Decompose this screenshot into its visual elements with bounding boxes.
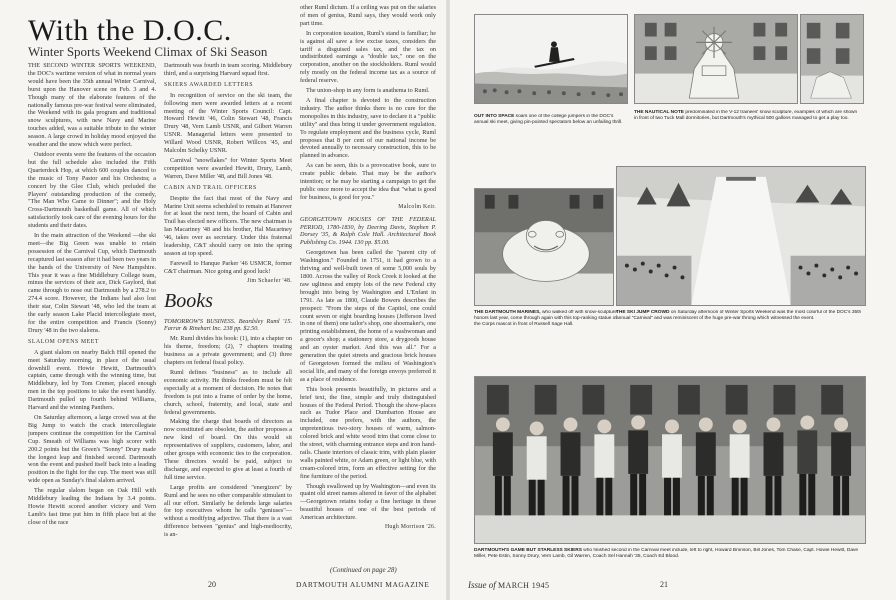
issue-prefix: Issue of <box>468 580 496 590</box>
paragraph: Dartmouth was fourth in team scoring. Middlebury third, and a surprising Harvard squad first. <box>164 62 292 77</box>
issue-date: MARCH 1945 <box>498 581 550 590</box>
caption-ski-team <box>474 548 866 560</box>
paragraph: Outdoor events were the features of the occasion but the full schedule also included the Fifth Quarterdeck Hop, at which 600 couples danced to the music of Tony Pastor and his Orchestra; a concert by the Glee Club, which preluded the Players' outstanding production of the comedy, "The Man Who Came to Dinner"; and the Holy Cross-Dartmouth basketball game. All of which satisfactorily took care of the evening hours for the students and their dates. <box>28 150 156 230</box>
photo-ski-jump-crowd <box>616 166 866 306</box>
paragraph: On Saturday afternoon, a large crowd was at the Big Jump to watch the crack intercollegiate jumpers continue the competition for the Carnival Cup. Smeath of Williams was high scorer with 200.2 points but the Green's "Sonny" Drury made the longest leap and finished second. Dartmouth won the event and pushed itself back into a leading position in the fight for the cup. The meet was still wide open as Sunday's final slalom arrived. <box>28 413 156 485</box>
text-column-2 <box>164 62 292 577</box>
caption-text: soars one of the college jumpers in the DOC's annual ski meet, giving pin-pointed spectators below an unfailing thrill. <box>474 114 623 125</box>
caption-text: predominated in the V-12 trainees' snow sculpture, examples of which are shown in front of two Tuck Mall dormitories, but Dartmouth's mythical 500 gallons managed to get a play too. <box>634 110 858 121</box>
paragraph: This book presents beautifully, in pictures and a brief text, the fine, simple and truly distinguished houses of the Federal Period. Though the show-places such as Tudor Place and Dumbarton House are included, one prefers, with the authors, the unpretentious two-story houses of warm, salmon-colored brick and white wood trim that come close to the street, with charming entrance steps and iron hand-rails. Chaste interiors of classic trim, with plain plaster walls painted white, or Adam green, or light blue, with cream-colored trim, form an effective setting for the fine furniture of the period. <box>300 385 436 480</box>
caption-lead: THE NAUTICAL NOTE <box>634 110 685 115</box>
paragraph: Despite the fact that most of the Navy and Marine Unit seems scheduled to remain at Hanover for at least the next term, the board of Cabin and Trail has elected new officers. The new chairman is Ian Macartney '48 and his brother, Hal Macartney '46, takes over as secretary. Under this fraternal leadership, C&T should carry on into the spring season at top speed. <box>164 194 292 257</box>
paragraph: Making the charge that boards of directors as now constituted are obsolete, the author proposes a new kind of board. On this would sit representatives of suppliers, customers, labor, and other groups with economic ties to the corporation. These directors would be paid, subject to discharge, and expected to give at least a fourth of full time service. <box>164 418 292 481</box>
paragraph: As can be seen, this is a provocative book, sure to create public debate. That may be the author's intention; or he may be starting a campaign to get the public once more to accept the idea that "what is good for business, is good for you." <box>300 162 436 201</box>
photo-nautical-sculpture <box>634 14 798 104</box>
section-heading: SLALOM OPENS MEET <box>28 338 100 345</box>
author-signature: Malcolm Keir. <box>398 203 436 210</box>
caption-ski-jumper <box>474 114 628 126</box>
paragraph: Carnival "snowflakes" for Winter Sports Meet competition were awarded Hewitt, Drury, Lamb, Warren, Dave Miller '48, and Bill Jones '48. <box>164 156 292 180</box>
paragraph: In recognition of service on the ski team, the following men were awarded letters at a recent meeting of the Winter Sports Council: Capt. Howard Hewitt '46, Colin Stewart '48, Francis Drury '48, Vern Lamb USNR, and Gilbert Warren USNR. Managerial letters were presented to Willard Wood USNR, Robert Willcox '45, and Malcolm Schelky USNR. <box>164 91 292 155</box>
author-signature: Jim Schaefer '48. <box>247 277 292 284</box>
paragraph: Farewell to Hanque Parker '46 USMCR, former C&T chairman. Nice going and good luck! <box>164 259 292 275</box>
photo-ski-team <box>474 376 866 544</box>
caption-marines <box>474 310 622 328</box>
section-heading: SKIERS AWARDED LETTERS <box>164 81 254 88</box>
paragraph: A final chapter is devoted to the construction industry. The author thinks there is no cure for the monopolies in this industry, save to declare it a "public utility" and thus bring it under government regulation. To regulate employment and the business cycle, Ruml proposes that 8 per cent of our national income be devoted annually to necessary construction, this to be planned in advance. <box>300 96 436 160</box>
author-signature: Hugh Morrison '26. <box>384 524 436 531</box>
paragraph: Large profits are considered "energizers" by Ruml and he sees no other comparable stimulant to all our effort. Similarly he defends large salaries for top executives whom he calls "geniuses"—without a modifying adjective. That there is a vast difference between "genius" and high-mediocrity, is an- <box>164 483 292 539</box>
paragraph: other Ruml dictum. If a ceiling was put on the salaries of men of genius, Ruml says, they would work only part time. <box>300 4 436 27</box>
paragraph: A giant slalom on nearby Balch Hill opened the meet Saturday morning, in place of the usual downhill event. Howie Hewitt, Dartmouth's captain, came through with the winning time, but Middlebury, led by Tom Cremer, placed enough men in the top positions to take the event handily. Dartmouth pulled up fourth behind Williams, Harvard and the winning Panthers. <box>28 348 156 412</box>
paragraph: THE SECOND WINTER SPORTS WEEKEND, the DOC's wartime version of what in normal years would have been the 35th annual Winter Carnival, burst upon the Hanover scene on Feb. 3 and 4. Though many of the elaborate features of the nationally famous pre-war festival were eliminated, the Weekend with its gala program and traditional snow sculptures, with new Navy and Marine touches added, was a suitable tribute to the winter season. A large crowd in holiday mood enjoyed the weather and the snow which were perfect. <box>28 62 156 149</box>
page-number-right: 21 <box>660 580 668 589</box>
paragraph: In the main attraction of the Weekend —the ski meet—the Big Green was unable to retain possession of the Carnival Cup, which Dartmouth recaptured last season after it had been two years in the hands of the University of New Hampshire. This year it was a fine Middlebury College team, minus the services of their ace, Dick Gaylord, that came through to nose out Dartmouth by a 278.2 to 274.4 score. However, the Indians had also lost their star, Colin Stewart '48, who led the team at the early season Lake Placid intercollegiate meet, for the entire competition and Francis (Sonny) Drury '48 in the two slaloms. <box>28 232 156 334</box>
right-page <box>448 0 896 600</box>
caption-text: who walked off with snow-sculpture honors last year, come through again with this top-ranking statue of the Corps mascot in front of Russell Sage Hall. <box>474 310 618 327</box>
magazine-name: DARTMOUTH ALUMNI MAGAZINE <box>296 580 430 589</box>
paragraph: The union-shop in any form is anathema to Ruml. <box>306 87 430 95</box>
caption-lead: THE DARTMOUTH MARINES, <box>474 310 541 315</box>
page-number-left: 20 <box>208 580 216 589</box>
issue-label <box>468 580 549 590</box>
article-title: With the D.O.C. <box>28 14 232 47</box>
caption-text: who finished second in the Carnival meet include, left to right, Howard Bronson, Bill Jones, Tom Chase, Capt. Howie Hewitt, Dave Miller, Pete Estin, Sonny Drury, Vern Lamb, Gil Warren, Coach Sel Hannah '35, Coach Ed Blood. <box>474 548 859 559</box>
photo-ski-jumper <box>474 14 628 104</box>
caption-lead: DARTMOUTH'S GAME BUT STARLESS SKIERS <box>474 548 582 553</box>
photo-marines-sculpture <box>474 188 614 306</box>
book-citation: TOMORROW'S BUSINESS. Beardsley Ruml '15. Farrar & Rinehart Inc. 238 pp. $2.50. <box>164 317 292 333</box>
book-citation: GEORGETOWN HOUSES OF THE FEDERAL PERIOD, 1780-1830, by Deering Davis, Stephen P. Dorsey '35, & Ralph Cole Hall. Architectural Book Publishing Co. 1944. 130 pp. $5.00. <box>300 215 436 247</box>
article-subtitle: Winter Sports Weekend Climax of Ski Season <box>28 44 268 59</box>
caption-text: on Saturday afternoon of Winter Sports Weekend was the most colorful of the DOC's 35th annual "Carnival" and was reminiscent of the huge pre-war throng which witnessed the event. <box>616 310 862 321</box>
paragraph: The regular slalom began on Oak Hill with Middlebury leading the Indians by 3.4 points. Howie Hewitt scored another victory and Vern Lamb's fast time put him in fifth place but at the close of the race <box>28 487 156 526</box>
books-section-title: Books <box>164 289 213 312</box>
paragraph: Mr. Ruml divides his book: (1), into a chapter on his theme, freedom; (2), 7 chapters treating business as a private government; and (3) three chapters on federal fiscal policy. <box>164 335 292 367</box>
photo-dormitory <box>800 14 864 104</box>
caption-jump-crowd <box>616 310 866 322</box>
continued-note: (Continued on page 28) <box>330 566 397 574</box>
paragraph: In corporation taxation, Ruml's stand is familiar; he is against all save a few excise taxes, considers the tariff a disguised sales tax, and the tax on undistributed earnings a "double tax," one on the corporation, another on the stockholders. Ruml would rely mostly on the federal income tax as a source of federal reserve. <box>300 29 436 85</box>
caption-lead: OUT INTO SPACE <box>474 114 515 119</box>
text-column-3 <box>300 4 436 562</box>
paragraph: Ruml defines "business" as to include all economic activity. He thinks freedom must be felt especially at a moment of decision. He notes that freedom is put into a frame of order by the home, church, school, fraternity, and local, state and federal governments. <box>164 369 292 416</box>
caption-nautical <box>634 110 860 122</box>
paragraph: Though swallowed up by Washington—and even its quaint old street names altered in favor of the alphabet—Georgetown retains today a fine heritage in these beautiful houses of one of the best periods of American architecture. <box>300 482 436 522</box>
text-column-1 <box>28 62 156 577</box>
section-heading: CABIN AND TRAIL OFFICERS <box>164 184 257 191</box>
caption-lead: THE SKI JUMP CROWD <box>616 310 670 315</box>
paragraph: Georgetown has been called the "parent city of Washington." Founded in 1751, it had grown to a thriving and well-built town of some 5,000 souls by 1800. Across the valley of Rock Creek it looked at the raw ugliness and empty lots of the new Federal city brought into being by Washington and L'Enfant in 1791. As late as 1800, Claude Bowers describes the prospect: "From the steps of the Capitol, one could count seven or eight boarding houses (Jefferson lived in one of them) one tailor's shop, one shoemaker's, one printing establishment, the home of a washwoman and a grocer's shop; a stationery store, a drygoods house and an oyster market. And this was all." For a generation the quiet streets and gracious brick houses of Georgetown formed the milieu of Washington's social life, and many of the foreign envoys preferred it as a place of residence. <box>300 249 436 383</box>
